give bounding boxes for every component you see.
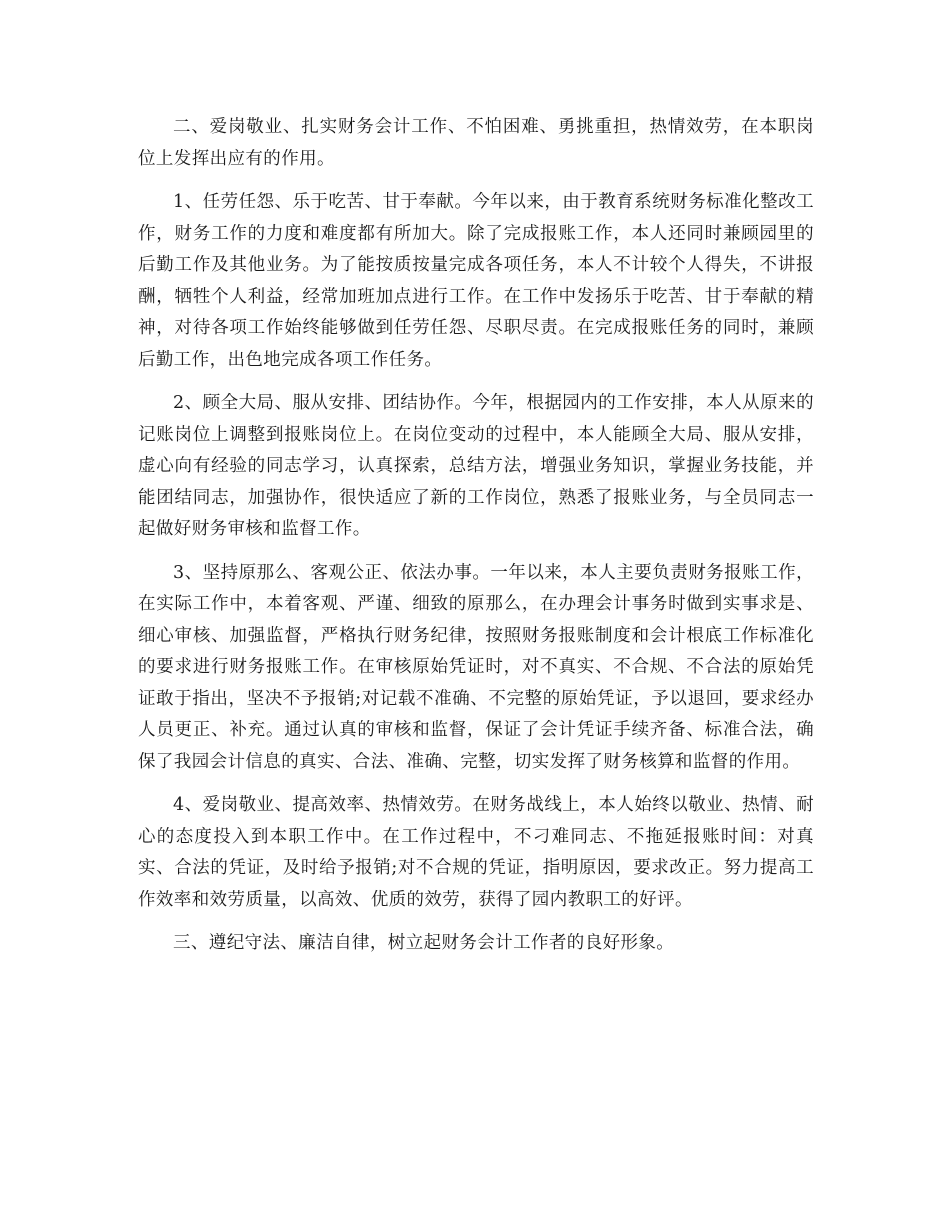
paragraph-item-1: 1、任劳任怨、乐于吃苦、甘于奉献。今年以来，由于教育系统财务标准化整改工作，财务工作的力度和难度都有所加大。除了完成报账工作，本人还同时兼顾园里的后勤工作及其他业务。为了能按质按量完成各项任务，本人不计较个人得失，不讲报酬，牺牲个人利益，经常加班加点进行工作。在工作中发扬乐于吃苦、甘于奉献的精神，对待各项工作始终能够做到任劳任怨、尽职尽责。在完成报账任务的同时，兼顾后勤工作，出色地完成各项工作任务。 [138, 192, 814, 370]
paragraph-item-2: 2、顾全大局、服从安排、团结协作。今年，根据园内的工作安排，本人从原来的记账岗位上调整到报账岗位上。在岗位变动的过程中，本人能顾全大局、服从安排，虚心向有经验的同志学习，认真探索，总结方法，增强业务知识，掌握业务技能，并能团结同志，加强协作，很快适应了新的工作岗位，熟悉了报账业务，与全员同志一起做好财务审核和监督工作。 [138, 393, 814, 539]
section-heading-two: 二、爱岗敬业、扎实财务会计工作、不怕困难、勇挑重担，热情效劳，在本职岗位上发挥出应有的作用。 [138, 117, 814, 169]
paragraph-item-3: 3、坚持原那么、客观公正、依法办事。一年以来，本人主要负责财务报账工作，在实际工作中，本着客观、严谨、细致的原那么，在办理会计事务时做到实事求是、细心审核、加强监督，严格执行财务纪律，按照财务报账制度和会计根底工作标准化的要求进行财务报账工作。在审核原始凭证时，对不真实、不合规、不合法的原始凭证敢于指出，坚决不予报销;对记载不准确、不完整的原始凭证，予以退回，要求经办人员更正、补充。通过认真的审核和监督，保证了会计凭证手续齐备、标准合法，确保了我园会计信息的真实、合法、准确、完整，切实发挥了财务核算和监督的作用。 [138, 562, 814, 772]
paragraph-item-4: 4、爱岗敬业、提高效率、热情效劳。在财务战线上，本人始终以敬业、热情、耐心的态度投入到本职工作中。在工作过程中，不刁难同志、不拖延报账时间：对真实、合法的凭证，及时给予报销;对不合规的凭证，指明原因，要求改正。努力提高工作效率和效劳质量，以高效、优质的效劳，获得了园内教职工的好评。 [138, 795, 814, 910]
section-heading-three: 三、遵纪守法、廉洁自律，树立起财务会计工作者的良好形象。 [173, 933, 675, 953]
document-page [138, 112, 814, 972]
